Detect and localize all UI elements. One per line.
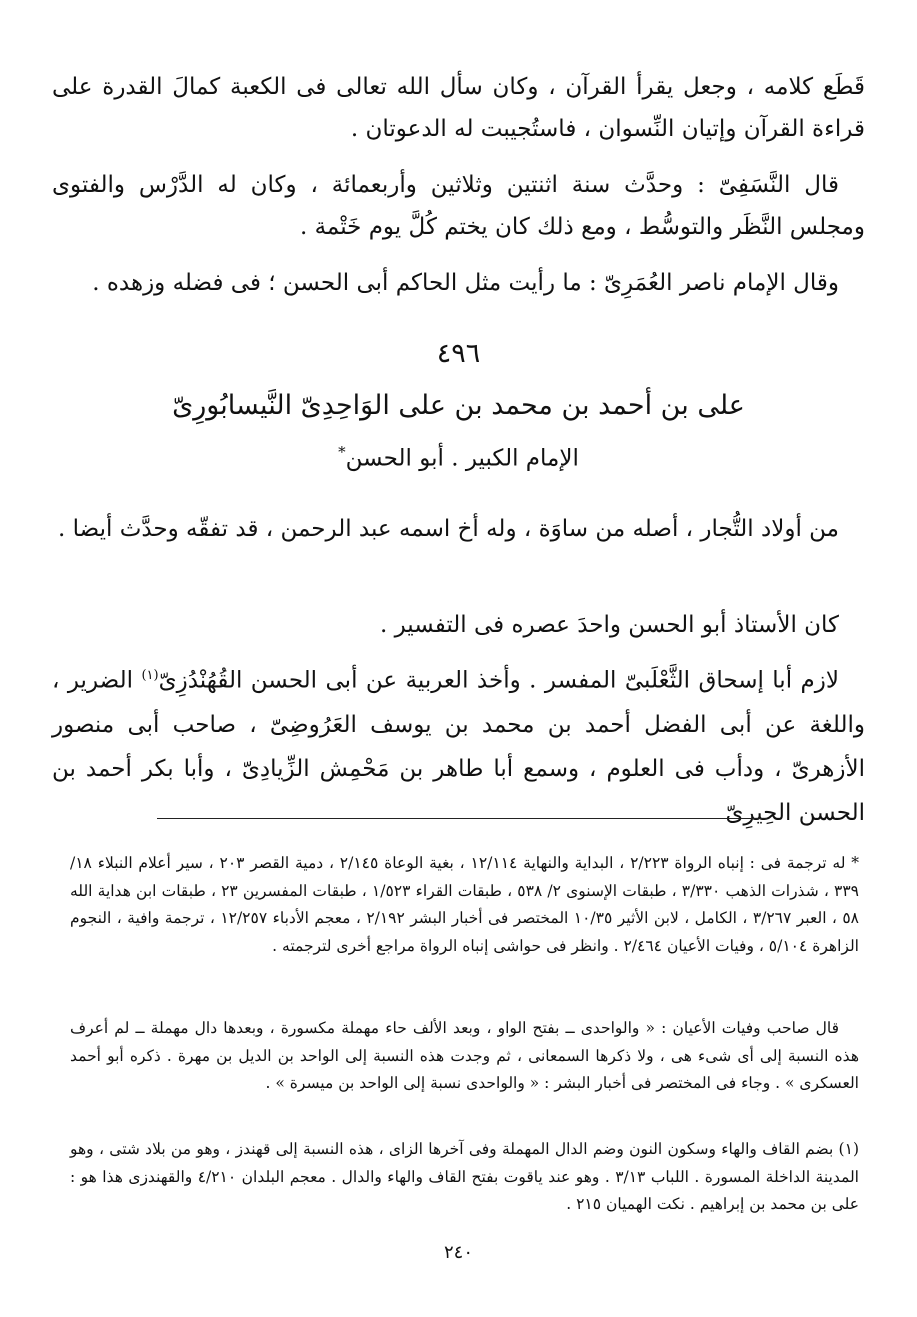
paragraph-teachers-part-1: لازم أبا إسحاق الثَّعْلَبىّ المفسر . وأخذ العربية عن أبى الحسن القُهُنْدُزِىّ <box>158 667 840 694</box>
entry-subtitle <box>0 430 917 481</box>
page-number: ٢٤٠ <box>443 1242 473 1263</box>
paragraph-origin: من أولاد التُّجار ، أصله من ساوَة ، وله أخ اسمه عبد الرحمن ، قد تفقّه وحدَّث أيضا . <box>58 516 839 542</box>
footnote-separator <box>157 818 767 819</box>
paragraph-nasafi-quote: قال النَّسَفِىّ : وحدَّث سنة اثنتين وثلاثين وأربعمائة ، وكان له الدَّرْس والفتوى ومجلس النَّظَر والتوسُّط ، ومع ذلك كان يختم كُلَّ يوم خَتْمة . <box>52 172 865 240</box>
paragraph-teachers <box>52 654 865 835</box>
footnote-1: (١) بضم القاف والهاء وسكون النون وضم الدال المهملة وفى آخرها الزاى ، هذه النسبة إلى قهندز ، وهو من بلاد شتى ، وهو المدينة الداخلة المسورة . اللباب ٣/١٣ . وهو عند ياقوت بفتح القاف والهاء والدال . معجم البلدان ٤/٢١٠ والقهندزى هذا هو : على بن محمد بن إبراهيم . نكت الهميان ٢١٥ . <box>70 1140 859 1213</box>
entry-title: على بن أحمد بن محمد بن على الوَاحِدِىّ النَّيسابُورِىّ <box>172 390 745 421</box>
paragraph-continued: قَطَع كلامه ، وجعل يقرأ القرآن ، وكان سأل الله تعالى فى الكعبة كمالَ القدرة على قراءة القرآن وإتيان النِّسوان ، فاستُجيبت له الدعوتان . <box>52 74 865 142</box>
paragraph-tafsir: كان الأستاذ أبو الحسن واحدَ عصره فى التفسير . <box>379 612 839 638</box>
footnote-asterisk-marker: * <box>338 443 346 461</box>
paragraph-umari-quote: وقال الإمام ناصر العُمَرِىّ : ما رأيت مثل الحاكم أبى الحسن ؛ فى فضله وزهده . <box>92 270 839 296</box>
paragraph-teachers-part-2: الضرير ، واللغة عن أبى الفضل أحمد بن محمد بن يوسف العَرُوضِىّ ، صاحب أبى منصور الأزهرىّ ، ودأب فى العلوم ، وسمع أبا طاهر بن مَحْمِش الزِّيادِىّ ، وأبا بكر أحمد بن الحسن الحِيرِىّ <box>52 667 865 826</box>
footnote-wafayat: قال صاحب وفيات الأعيان : « والواحدى ــ بفتح الواو ، وبعد الألف حاء مهملة مكسورة ، وبعدها دال مهملة ــ لم أعرف هذه النسبة إلى أى شىء هى ، ولا ذكرها السمعانى ، ثم وجدت هذه النسبة إلى الواحد بن الديل بن مهرة . ذكره أبو أحمد العسكرى » . وجاء فى المختصر فى أخبار البشر : « والواحدى نسبة إلى الواحد بن ميسرة » . <box>70 1019 859 1092</box>
footnote-reference-1: (١) <box>141 668 159 683</box>
entry-subtitle-text: الإمام الكبير . أبو الحسن <box>345 445 579 472</box>
footnote-sources: * له ترجمة فى : إنباه الرواة ٢/٢٢٣ ، البداية والنهاية ١٢/١١٤ ، بغية الوعاة ٢/١٤٥ ، دمية القصر ٢٠٣ ، سير أعلام النبلاء ١٨/ ٣٣٩ ، شذرات الذهب ٣/٣٣٠ ، طبقات الإسنوى ٢/ ٥٣٨ ، طبقات القراء ١/٥٢٣ ، طبقات المفسرين ٢٣ ، طبقات ابن هداية الله ٥٨ ، العبر ٣/٢٦٧ ، الكامل ، لابن الأثير ١٠/٣٥ المختصر فى أخبار البشر ٢/١٩٢ ، معجم الأدباء ١٢/٢٥٧ ، ترجمة وافية ، النجوم الزاهرة ٥/١٠٤ ، وفيات الأعيان ٢/٤٦٤ . وانظر فى حواشى إنباه الرواة مراجع أخرى لترجمته . <box>70 854 859 955</box>
entry-number: ٤٩٦ <box>436 338 481 369</box>
